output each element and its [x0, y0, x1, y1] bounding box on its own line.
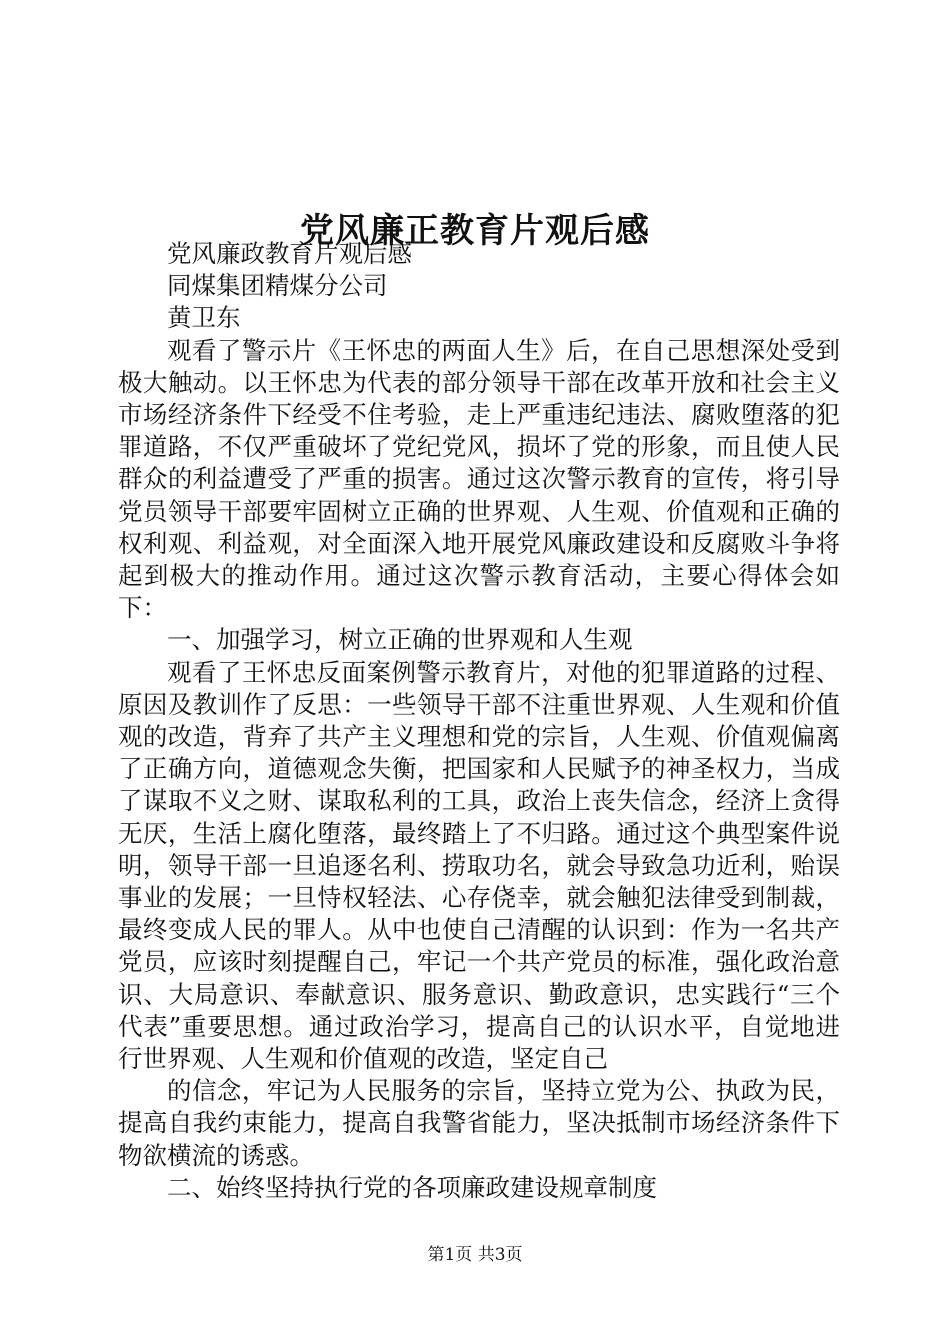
document-body [118, 238, 840, 1204]
section-1-continuation: 的信念，牢记为人民服务的宗旨，坚持立党为公、执政为民，提高自我约束能力，提高自我警省能力，坚决抵制市场经济条件下物欲横流的诱惑。 [118, 1076, 840, 1170]
organization-paragraph: 同煤集团精煤分公司 [167, 271, 388, 301]
section-1-paragraph: 观看了王怀忠反面案例警示教育片，对他的犯罪道路的过程、原因及教训作了反思：一些领导干部不注重世界观、人生观和价值观的改造，背弃了共产主义理想和党的宗旨，人生观、价值观偏离了正确方向，道德观念失衡，把国家和人民赋予的神圣权力，当成了谋取不义之财、谋取私利的工具，政治上丧失信念，经济上贪得无厌，生活上腐化堕落，最终踏上了不归路。通过这个典型案件说明，领导干部一旦追逐名利、捞取功名，就会导致急功近利，贻误事业的发展；一旦恃权轻法、心存侥幸，就会触犯法律受到制裁，最终变成人民的罪人。从中也使自己清醒的认识到：作为一名共产党员，应该时刻提醒自己，牢记一个共产党员的标准，强化政治意识、大局意识、奉献意识、服务意识、勤政意识，忠实践行“三个代表”重要思想。通过政治学习，提高自己的认识水平，自觉地进行世界观、人生观和价值观的改造，坚定自己 [118, 657, 840, 1074]
intro-paragraph: 观看了警示片《王怀忠的两面人生》后，在自己思想深处受到极大触动。以王怀忠为代表的部分领导干部在改革开放和社会主义市场经济条件下经受不住考验，走上严重违纪违法、腐败堕落的犯罪道路，不仅严重破坏了党纪党风，损坏了党的形象，而且使人民群众的利益遭受了严重的损害。通过这次警示教育的宣传，将引导党员领导干部要牢固树立正确的世界观、人生观、价值观和正确的权利观、利益观，对全面深入地开展党风廉政建设和反腐败斗争将起到极大的推动作用。通过这次警示教育活动，主要心得体会如下： [118, 335, 840, 623]
section-heading-2: 二、始终坚持执行党的各项廉政建设规章制度 [167, 1172, 657, 1202]
section-heading-1: 一、加强学习，树立正确的世界观和人生观 [167, 625, 633, 655]
page-number-footer: 第1页 共3页 [427, 1245, 523, 1265]
author-paragraph: 黄卫东 [167, 303, 241, 333]
subtitle-paragraph: 党风廉政教育片观后感 [167, 239, 412, 268]
document-title: 党风廉正教育片观后感 [300, 210, 650, 251]
